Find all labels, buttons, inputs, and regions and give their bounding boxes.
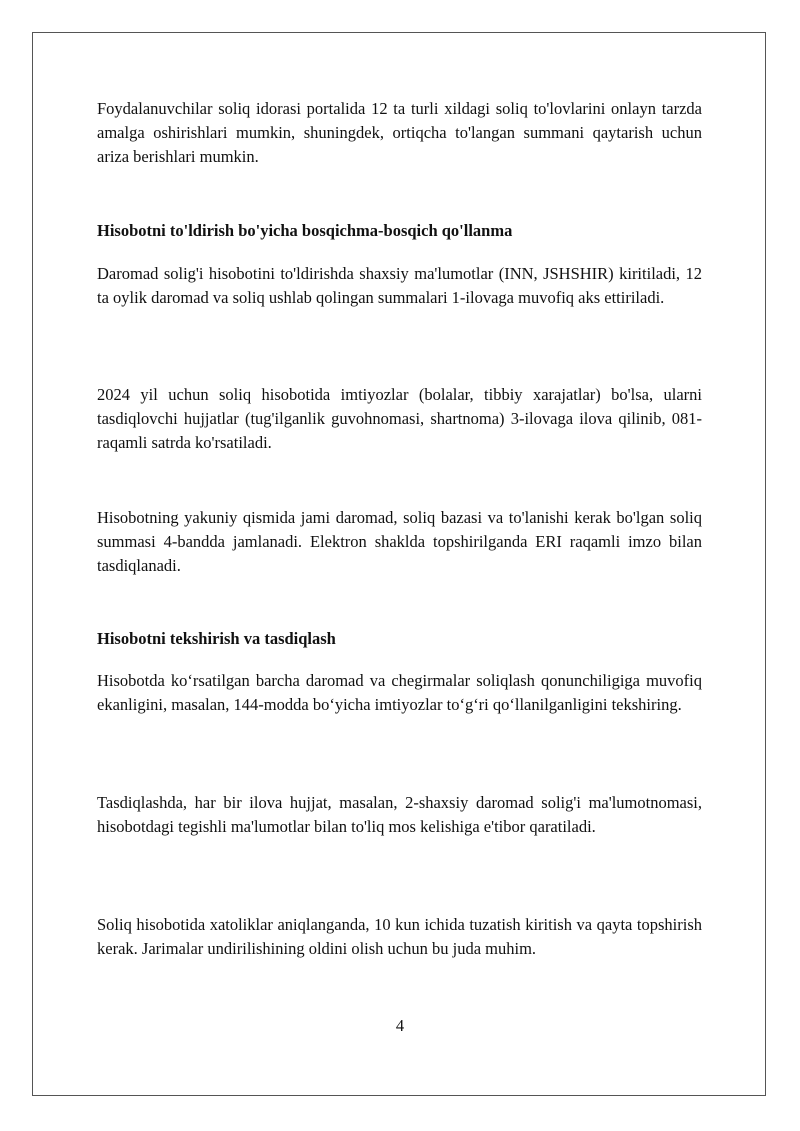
paragraph-check-deductions: Hisobotda ko‘rsatilgan barcha daromad va chegirmalar soliqlash qonunchiligiga muvofiq ekanligini, masalan, 144-modda bo‘yicha imtiyozlar to‘g‘ri qo‘llanilganligini tekshiring. — [97, 671, 702, 714]
paragraph-error-correction: Soliq hisobotida xatoliklar aniqlanganda, 10 kun ichida tuzatish kiritish va qayta topshirish kerak. Jarimalar undirilishining oldini olish uchun bu juda muhim. — [97, 915, 702, 958]
heading-step-by-step-guide: Hisobotni to'ldirish bo'yicha bosqichma-bosqich qo'llanma — [97, 221, 513, 240]
paragraph-tax-benefits: 2024 yil uchun soliq hisobotida imtiyozlar (bolalar, tibbiy xarajatlar) bo'lsa, ularni tasdiqlovchi hujjatlar (tug'ilganlik guvohnomasi, shartnoma) 3-ilovaga ilova qilinib, 081-raqamli satrda ko'rsatiladi. — [97, 385, 702, 452]
heading-verify-and-approve: Hisobotni tekshirish va tasdiqlash — [97, 629, 336, 648]
paragraph-final-section: Hisobotning yakuniy qismida jami daromad, soliq bazasi va to'lanishi kerak bo'lgan soliq summasi 4-bandda jamlanadi. Elektron shaklda topshirilganda ERI raqamli imzo bilan tasdiqlanadi. — [97, 508, 702, 575]
page-number: 4 — [395, 1016, 405, 1035]
paragraph-income-tax-report: Daromad solig'i hisobotini to'ldirishda shaxsiy ma'lumotlar (INN, JSHSHIR) kiritiladi, 12 ta oylik daromad va soliq ushlab qolingan summalari 1-ilovaga muvofiq aks ettiriladi. — [97, 264, 702, 307]
paragraph-payments-intro: Foydalanuvchilar soliq idorasi portalida 12 ta turli xildagi soliq to'lovlarini onlayn tarzda amalga oshirishlari mumkin, shuningdek, ortiqcha to'langan summani qaytarish uchun ariza berishlari mumkin. — [97, 99, 702, 166]
paragraph-confirmation: Tasdiqlashda, har bir ilova hujjat, masalan, 2-shaxsiy daromad solig'i ma'lumotnomasi, hisobotdagi tegishli ma'lumotlar bilan to'liq mos kelishiga e'tibor qaratiladi. — [97, 793, 702, 836]
